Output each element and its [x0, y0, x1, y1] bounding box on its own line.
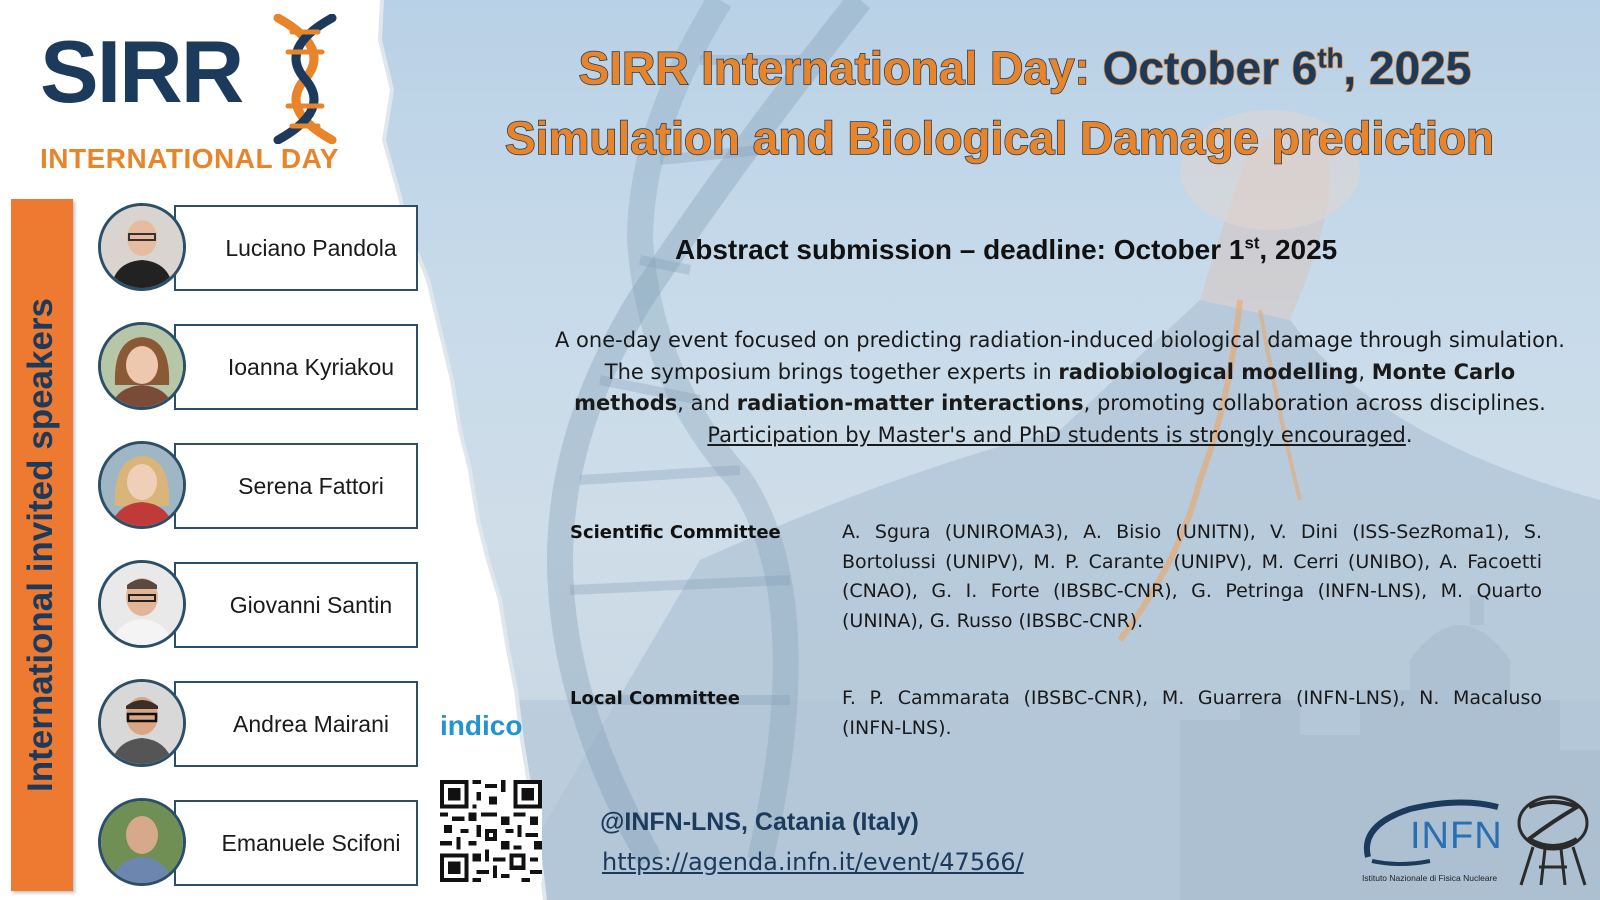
desc-text: , and	[677, 391, 737, 415]
speaker-photo	[98, 798, 186, 886]
invited-speakers-banner-label: International invited speakers	[21, 297, 60, 793]
deadline-text: Abstract submission – deadline: October 1	[675, 234, 1245, 265]
infn-full-name: Istituto Nazionale di Fisica Nucleare	[1362, 873, 1498, 883]
desc-text: A one-day event focused on predicting radiation-induced biological damage through simulation. The symposium brings together experts in	[555, 328, 1565, 384]
speaker-name: Serena Fattori	[238, 472, 384, 499]
qr-code-icon[interactable]	[440, 780, 542, 882]
scientific-committee-members: A. Sgura (UNIROMA3), A. Bisio (UNITN), V. Dini (ISS-SezRoma1), S. Bortolussi (UNIPV), M. P. Carante (UNIPV), M. Cerri (UNIBO), A. Facoetti (CNAO), G. I. Forte (IBSBC-CNR), G. Petringa (INFN-LNS), M. Quarto (UNINA), G. Russo (IBSBC-CNR).	[842, 521, 1542, 632]
speaker-name: Emanuele Scifoni	[221, 829, 401, 856]
speaker-name-box	[174, 681, 418, 767]
venue: @INFN-LNS, Catania (Italy)	[600, 808, 919, 836]
speaker-card	[98, 798, 422, 890]
desc-highlight: radiation-matter interactions	[736, 391, 1084, 415]
speaker-photo	[98, 679, 186, 767]
deadline-line	[0, 234, 1600, 266]
speaker-card	[98, 679, 422, 771]
sirr-monogram-icon	[1513, 793, 1593, 889]
speaker-name-box	[174, 562, 418, 648]
desc-students-note: Participation by Master's and PhD students is strongly encouraged	[707, 422, 1406, 447]
indico-label: indico	[440, 710, 523, 741]
title-date	[1103, 42, 1472, 94]
scientific-committee-label: Scientific Committee	[570, 522, 781, 543]
local-committee-label: Local Committee	[570, 688, 740, 709]
event-description	[550, 325, 1570, 451]
sirr-logo-subtitle: INTERNATIONAL DAY	[40, 143, 339, 174]
page-subtitle	[0, 108, 1600, 168]
desc-text: , promoting collaboration across disciplines.	[1083, 391, 1546, 415]
event-url-link[interactable]: https://agenda.infn.it/event/47566/	[602, 848, 1024, 876]
desc-highlight: Monte Carlo methods	[574, 359, 1516, 415]
subtitle-text: Simulation and Biological Damage prediction	[505, 112, 1495, 164]
speaker-name-box	[174, 443, 418, 529]
speaker-photo	[98, 441, 186, 529]
title-prefix: SIRR International Day:	[578, 42, 1103, 94]
desc-highlight: radiobiological modelling	[1058, 359, 1359, 384]
title-date-text: October 6	[1102, 42, 1318, 94]
speaker-name: Ioanna Kyriakou	[227, 353, 395, 380]
title-year: , 2025	[1343, 42, 1472, 94]
speaker-name: Andrea Mairani	[233, 710, 389, 737]
speaker-name-box	[174, 324, 418, 410]
title-date-sup: th	[1317, 42, 1344, 74]
indico-logo[interactable]	[440, 710, 522, 742]
desc-text: .	[1405, 422, 1413, 447]
infn-logo-text: INFN	[1410, 815, 1503, 857]
page-title	[0, 38, 1600, 98]
speaker-card	[98, 560, 422, 652]
local-committee-members: F. P. Cammarata (IBSBC-CNR), M. Guarrera (INFN-LNS), N. Macaluso (INFN-LNS).	[842, 687, 1542, 739]
speaker-card	[98, 322, 422, 414]
speaker-photo	[98, 322, 186, 410]
speaker-name: Luciano Pandola	[225, 234, 397, 261]
speaker-name-box	[174, 800, 418, 886]
sirr-logo-wordmark: SIRR	[40, 22, 243, 121]
deadline-year: , 2025	[1259, 234, 1338, 265]
speaker-name: Giovanni Santin	[229, 591, 393, 618]
deadline-sup: st	[1244, 233, 1260, 253]
speaker-photo	[98, 560, 186, 648]
speaker-card	[98, 441, 422, 533]
desc-text: ,	[1358, 359, 1372, 384]
